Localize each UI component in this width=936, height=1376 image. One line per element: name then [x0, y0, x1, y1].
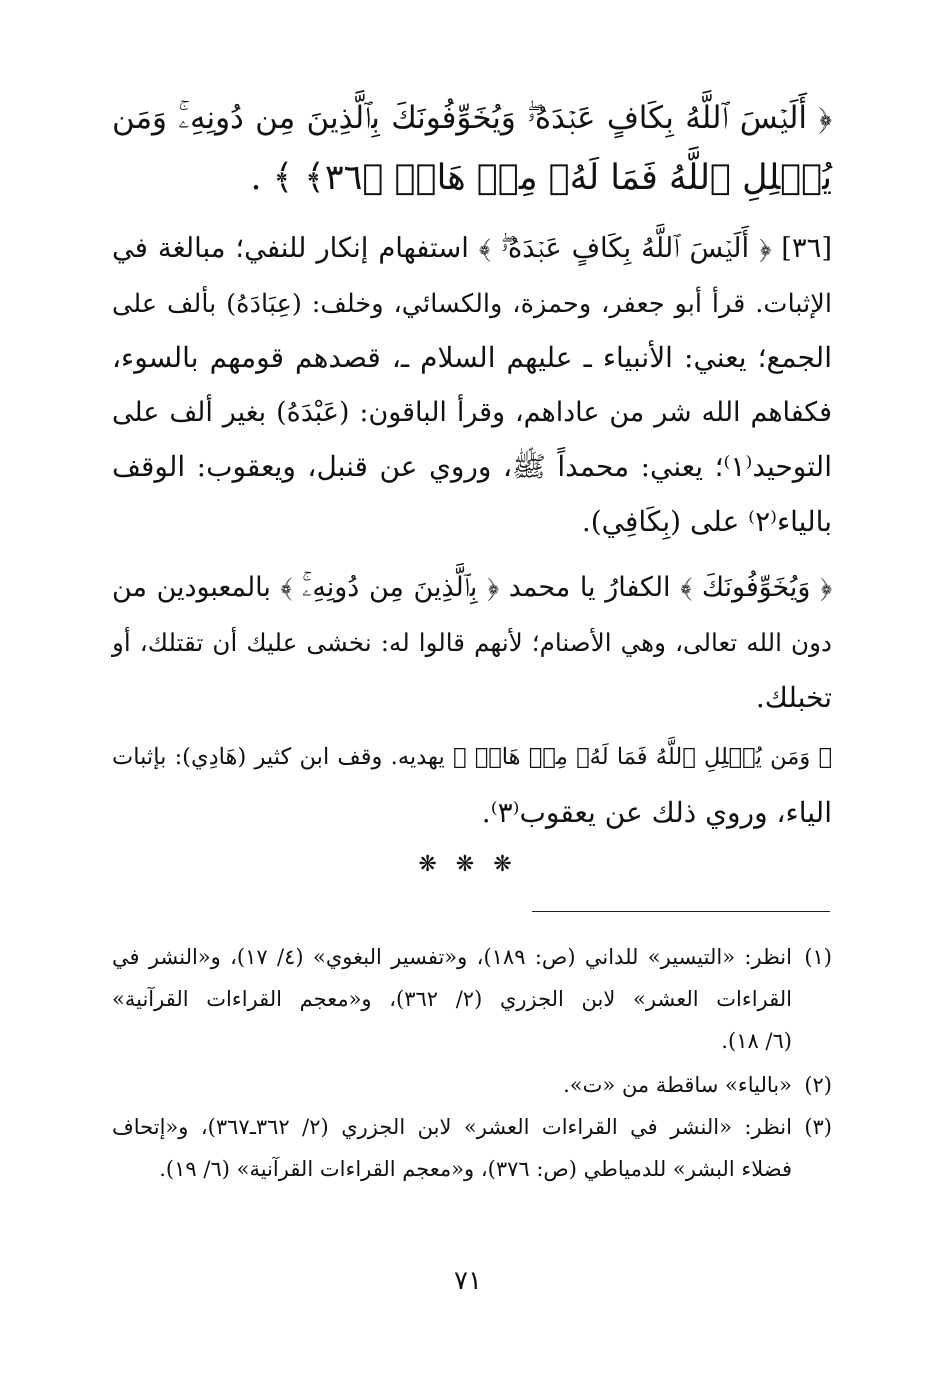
- verse-line: يُضۡلِلِ ٱللَّهُ فَمَا لَهُۥ مِنۡ هَادٖ ﴿٣٦﴾ ﴾ .: [250, 158, 832, 198]
- footnote-number: (١): [804, 945, 832, 969]
- footnote-number: (٢): [804, 1073, 832, 1097]
- footnote-number: (٣): [804, 1115, 832, 1139]
- commentary-paragraph-3: [112, 730, 832, 840]
- text-line: بالياء⁽٢⁾ على (بِكَافِي).: [581, 504, 832, 538]
- text-line: الإثبات. قرأ أبو جعفر، وحمزة، والكسائي، وخلف: (عِبَادَهُ) بألف على: [112, 288, 832, 319]
- text-line: تخبلك.: [755, 681, 832, 714]
- text-line: [٣٦] ﴿ أَلَيۡسَ ٱللَّهُ بِكَافٍ عَبۡدَهُۥۖ ﴾ استفهام إنكار للنفي؛ مبالغة في: [112, 233, 832, 264]
- footnote-line: القراءات العشر» لابن الجزري (٢/ ٣٦٢)، و«معجم القراءات القرآنية»: [112, 987, 792, 1011]
- footnote-line: «بالياء» ساقطة من «ت».: [563, 1073, 792, 1097]
- quran-verse: [112, 88, 832, 208]
- text-line: الياء، وروي ذلك عن يعقوب⁽٣⁾.: [481, 796, 832, 829]
- text-line: ﴿ وَيُخَوِّفُونَكَ ﴾ الكفارُ يا محمد ﴿ بِٱلَّذِينَ مِن دُونِهِۦۚ ﴾ بالمعبودين من: [112, 572, 832, 603]
- commentary-paragraph-2: [112, 560, 832, 725]
- page-number: ٧١: [454, 1266, 482, 1296]
- text-line: دون الله تعالى، وهي الأصنام؛ لأنهم قالوا له: نخشى عليك أن تقتلك، أو: [112, 628, 832, 657]
- verse-line: ﴿ أَلَيۡسَ ٱللَّهُ بِكَافٍ عَبۡدَهُۥۖ وَيُخَوِّفُونَكَ بِٱلَّذِينَ مِن دُونِهِۦۚ وَمَن: [112, 100, 832, 136]
- text-line: فكفاهم الله شر من عاداهم، وقرأ الباقون: (عَبْدَهُ) بغير ألف على: [112, 396, 832, 428]
- footnote-1: [112, 936, 832, 1062]
- commentary-paragraph-1: [112, 222, 832, 549]
- text-line: ﴿ وَمَن يُضۡلِلِ ٱللَّهُ فَمَا لَهُۥ مِنۡ هَادٖ ﴾ يهديه. وقف ابن كثير (هَادِي): بإثبات: [112, 744, 832, 770]
- footnote-line: انظر: «النشر في القراءات العشر» لابن الجزري (٢/ ٣٦٢ـ٣٦٧)، و«إتحاف: [112, 1115, 792, 1139]
- footnote-divider: [532, 911, 830, 912]
- footnote-2: [112, 1064, 832, 1106]
- footnote-line: فضلاء البشر» للدمياطي (ص: ٣٧٦)، و«معجم القراءات القرآنية» (٦/ ١٩).: [159, 1157, 792, 1181]
- footnote-line: انظر: «التيسير» للداني (ص: ١٨٩)، و«تفسير البغوي» (٤/ ١٧)، و«النشر في: [112, 945, 792, 969]
- text-line: التوحيد⁽١⁾؛ يعني: محمداً ﷺ، وروي عن قنبل، ويعقوب: الوقف: [112, 450, 832, 483]
- footnote-3: [112, 1106, 832, 1190]
- text-line: الجمع؛ يعني: الأنبياء ـ عليهم السلام ـ، قصدهم قومهم بالسوء،: [112, 341, 832, 374]
- section-separator: ❋ ❋ ❋: [418, 852, 518, 877]
- footnote-line: (٦/ ١٨).: [721, 1029, 792, 1053]
